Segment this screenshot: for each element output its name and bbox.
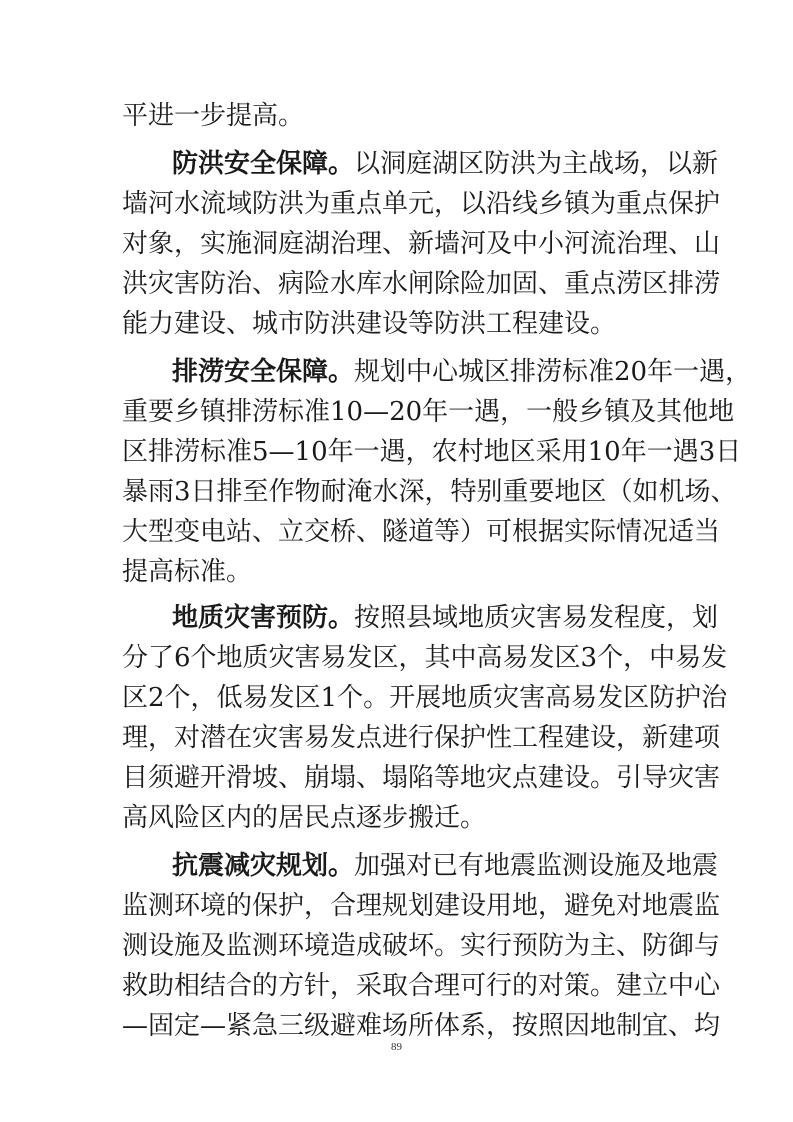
paragraph-line: 能力建设、城市防洪建设等防洪工程建设。 bbox=[122, 309, 617, 339]
paragraph-line: 提高标准。 bbox=[122, 557, 253, 587]
section-heading: 地质灾害预防。 bbox=[172, 603, 355, 633]
body-text: 加强对已有地震监测设施及地震 bbox=[354, 851, 719, 881]
paragraph-line: 救助相结合的方针，采取合理可行的对策。建立中心 bbox=[122, 971, 721, 1001]
paragraph-line: 对象，实施洞庭湖治理、新墙河及中小河流治理、山 bbox=[122, 229, 721, 259]
paragraph-line: 区排涝标准5—10年一遇，农村地区采用10年一遇3日 bbox=[122, 437, 742, 467]
page-number: 89 bbox=[391, 1041, 402, 1053]
body-text: 平进一步提高。 bbox=[122, 101, 305, 131]
paragraph-line bbox=[122, 96, 672, 136]
paragraph-line bbox=[172, 598, 719, 638]
paragraph-line: 高风险区内的居民点逐步搬迁。 bbox=[122, 803, 487, 833]
paragraph-line: 大型变电站、立交桥、隧道等）可根据实际情况适当 bbox=[122, 517, 721, 547]
paragraph-line: 重要乡镇排涝标准10—20年一遇，一般乡镇及其他地 bbox=[122, 397, 735, 427]
paragraph-line: 区2个，低易发区1个。开展地质灾害高易发区防护治 bbox=[122, 683, 728, 713]
paragraph-line: —固定—紧急三级避难场所体系，按照因地制宜、均 bbox=[122, 1011, 721, 1041]
section-heading: 抗震减灾规划。 bbox=[172, 851, 355, 881]
section-heading: 防洪安全保障。 bbox=[172, 149, 355, 179]
body-text: 以洞庭湖区防洪为主战场，以新 bbox=[354, 149, 719, 179]
body-text: 规划中心城区排涝标准20年一遇， bbox=[354, 357, 752, 387]
paragraph-line: 测设施及监测环境造成破坏。实行预防为主、防御与 bbox=[122, 931, 721, 961]
paragraph-line: 分了6个地质灾害易发区，其中高易发区3个，中易发 bbox=[122, 643, 728, 673]
paragraph-line: 墙河水流域防洪为重点单元，以沿线乡镇为重点保护 bbox=[122, 189, 721, 219]
paragraph-line: 目须避开滑坡、崩塌、塌陷等地灾点建设。引导灾害 bbox=[122, 763, 721, 793]
body-text: 按照县域地质灾害易发程度，划 bbox=[354, 603, 719, 633]
section-heading: 排涝安全保障。 bbox=[172, 357, 355, 387]
paragraph-line: 洪灾害防治、病险水库水闸除险加固、重点涝区排涝 bbox=[122, 269, 721, 299]
paragraph-line bbox=[172, 144, 719, 184]
paragraph-line bbox=[172, 846, 719, 886]
paragraph-line bbox=[172, 352, 752, 392]
paragraph-line: 理，对潜在灾害易发点进行保护性工程建设，新建项 bbox=[122, 723, 721, 753]
paragraph-line: 暴雨3日排至作物耐淹水深，特别重要地区（如机场、 bbox=[122, 477, 737, 507]
paragraph-line: 监测环境的保护，合理规划建设用地，避免对地震监 bbox=[122, 891, 721, 921]
